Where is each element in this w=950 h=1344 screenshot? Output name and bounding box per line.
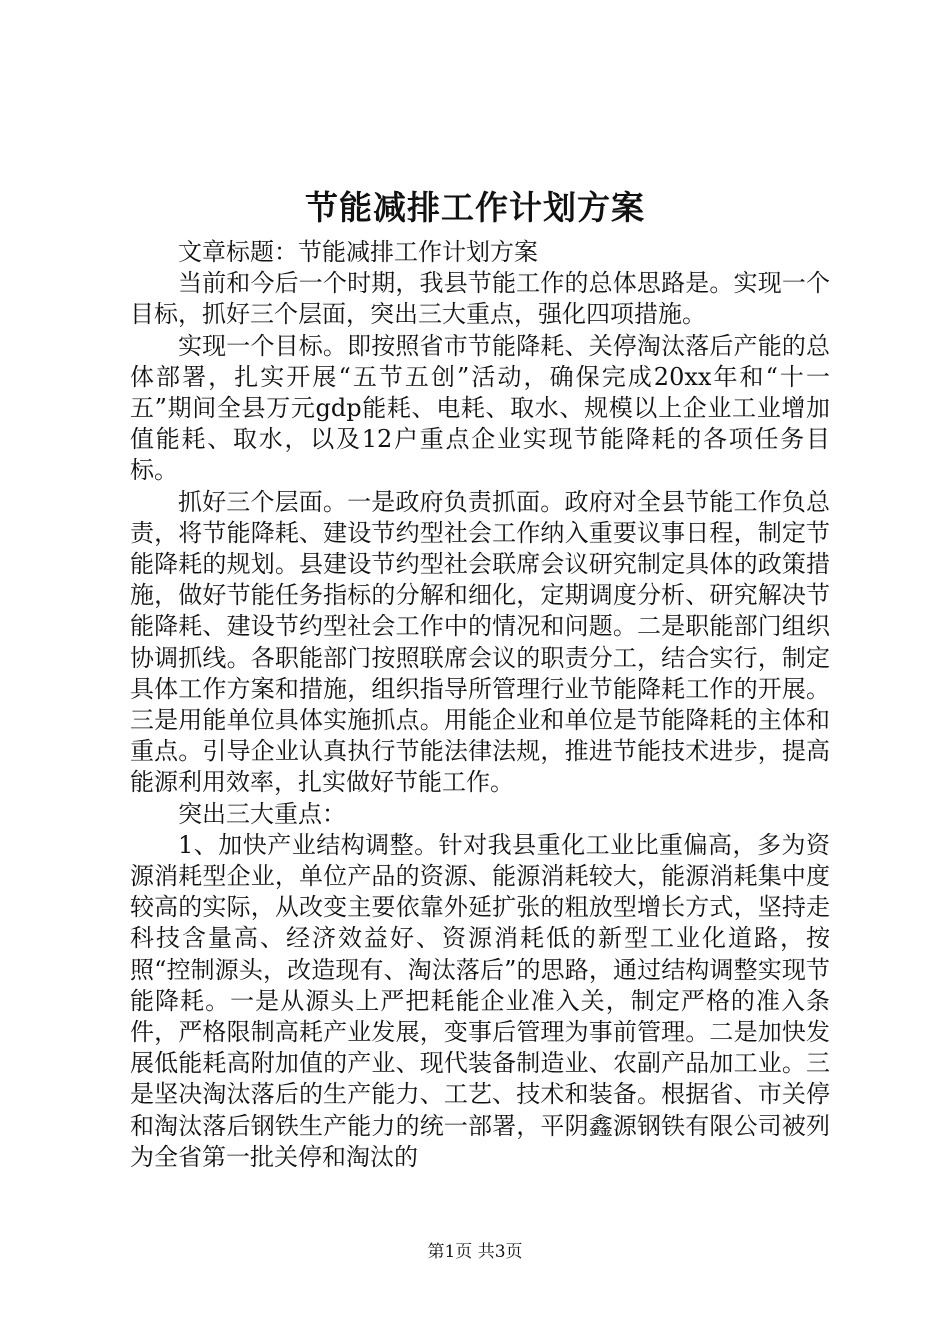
paragraph-three-priorities-heading: 突出三大重点： bbox=[178, 799, 346, 828]
document-title: 节能减排工作计划方案 bbox=[305, 188, 645, 227]
document-body bbox=[130, 237, 830, 1173]
paragraph-industrial-restructuring: 1、加快产业结构调整。针对我县重化工业比重偏高，多为资源消耗型企业，单位产品的资源、能源消耗较大，能源消耗集中度较高的实际，从改变主要依靠外延扩张的粗放型增长方式，坚持走科技含量高、经济效益好、资源消耗低的新型工业化道路，按照“控制源头，改造现有、淘汰落后”的思路，通过结构调整实现节能降耗。一是从源头上严把耗能企业准入关，制定严格的准入条件，严格限制高耗产业发展，变事后管理为事前管理。二是加快发展低能耗高附加值的产业、现代装备制造业、农副产品加工业。三是坚决淘汰落后的生产能力、工艺、技术和装备。根据省、市关停和淘汰落后钢铁生产能力的统一部署，平阴鑫源钢铁有限公司被列为全省第一批关停和淘汰的 bbox=[130, 830, 830, 1171]
paragraph-one-goal: 实现一个目标。即按照省市节能降耗、关停淘汰落后产能的总体部署，扎实开展“五节五创”活动，确保完成20xx年和“十一五”期间全县万元gdp能耗、电耗、取水、规模以上企业工业增加值能耗、取水，以及12户重点企业实现节能降耗的各项任务目标。 bbox=[130, 331, 830, 485]
page-footer: 第1页 共3页 bbox=[427, 1242, 523, 1262]
paragraph-overview: 当前和今后一个时期，我县节能工作的总体思路是。实现一个目标，抓好三个层面，突出三大重点，强化四项措施。 bbox=[130, 269, 830, 329]
paragraph-article-title: 文章标题：节能减排工作计划方案 bbox=[178, 238, 538, 266]
paragraph-three-levels: 抓好三个层面。一是政府负责抓面。政府对全县节能工作负总责，将节能降耗、建设节约型社会工作纳入重要议事日程，制定节能降耗的规划。县建设节约型社会联席会议研究制定具体的政策措施，做好节能任务指标的分解和细化，定期调度分析、研究解决节能降耗、建设节约型社会工作中的情况和问题。二是职能部门组织协调抓线。各职能部门按照联席会议的职责分工，结合实行，制定具体工作方案和措施，组织指导所管理行业节能降耗工作的开展。三是用能单位具体实施抓点。用能企业和单位是节能降耗的主体和重点。引导企业认真执行节能法律法规，推进节能技术进步，提高能源利用效率，扎实做好节能工作。 bbox=[130, 487, 830, 797]
